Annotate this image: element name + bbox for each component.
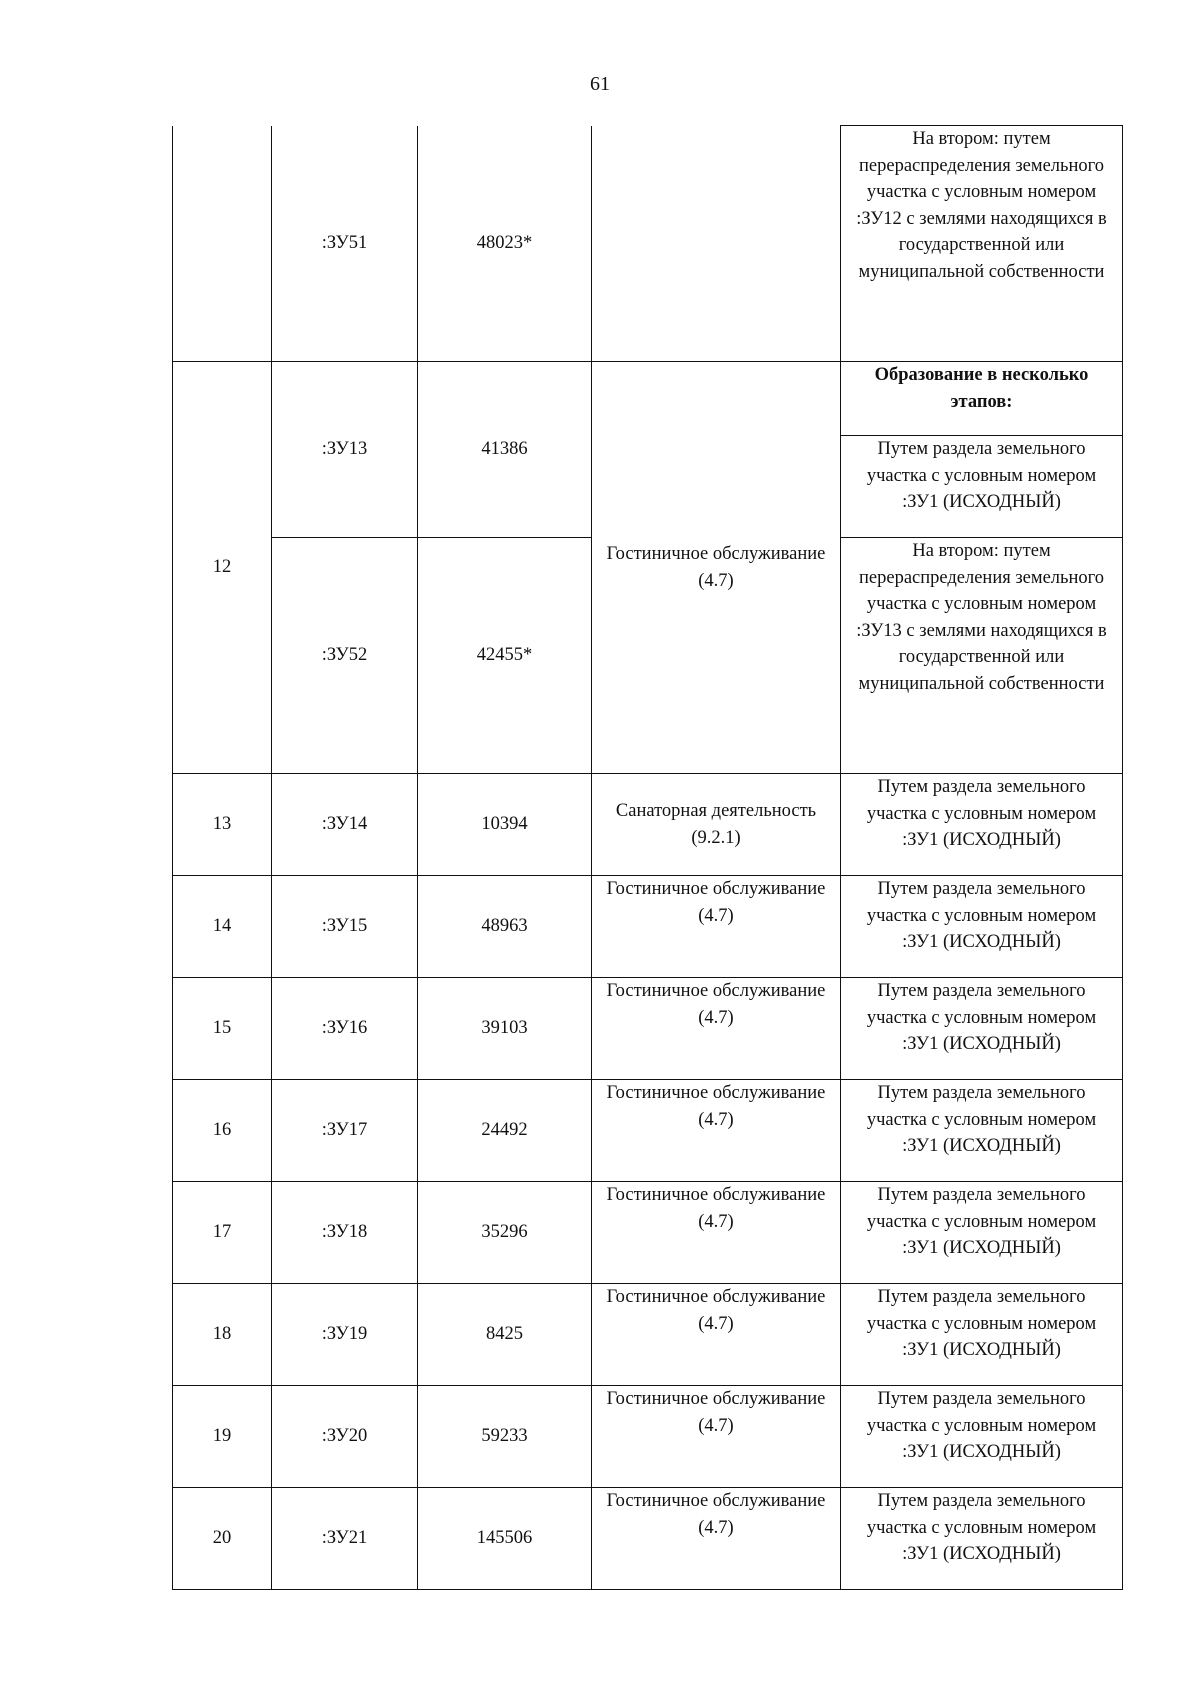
cell-use: Гостиничное обслуживание (4.7) (592, 1488, 841, 1590)
cell-number: 14 (173, 876, 272, 978)
cell-method: Путем раздела земельного участка с условным номером :ЗУ1 (ИСХОДНЫЙ) (841, 1284, 1123, 1386)
cell-area: 39103 (418, 978, 592, 1080)
cell-use: Гостиничное обслуживание (4.7) (592, 978, 841, 1080)
cell-number: 18 (173, 1284, 272, 1386)
cell-use: Гостиничное обслуживание (4.7) (592, 1284, 841, 1386)
cell-use: Гостиничное обслуживание (4.7) (592, 1386, 841, 1488)
cell-code: :ЗУ19 (272, 1284, 418, 1386)
cell-code: :ЗУ15 (272, 876, 418, 978)
cell-use: Гостиничное обслуживание (4.7) (592, 362, 841, 774)
cell-number: 13 (173, 774, 272, 876)
table-row (173, 876, 1123, 978)
cell-area: 8425 (418, 1284, 592, 1386)
table-row (173, 1284, 1123, 1386)
land-plots-table-container (172, 125, 1122, 1590)
cell-method: Путем раздела земельного участка с условным номером :ЗУ1 (ИСХОДНЫЙ) (841, 1488, 1123, 1590)
table-row-group-12-header (173, 362, 1123, 436)
cell-number: 16 (173, 1080, 272, 1182)
cell-area: 42455* (418, 538, 592, 774)
cell-use: Гостиничное обслуживание (4.7) (592, 1182, 841, 1284)
cell-use-empty (592, 126, 841, 362)
cell-method: Путем раздела земельного участка с условным номером :ЗУ1 (ИСХОДНЫЙ) (841, 1080, 1123, 1182)
cell-number: 15 (173, 978, 272, 1080)
table-row (173, 1488, 1123, 1590)
cell-method: Путем раздела земельного участка с условным номером :ЗУ1 (ИСХОДНЫЙ) (841, 876, 1123, 978)
cell-area: 41386 (418, 362, 592, 538)
table-row (173, 1386, 1123, 1488)
table-row (173, 1080, 1123, 1182)
cell-code: :ЗУ16 (272, 978, 418, 1080)
cell-code: :ЗУ13 (272, 362, 418, 538)
cell-method: Путем раздела земельного участка с условным номером :ЗУ1 (ИСХОДНЫЙ) (841, 436, 1123, 538)
cell-number: 12 (173, 362, 272, 774)
cell-method: На втором: путем перераспределения земельного участка с условным номером :ЗУ13 с землями находящихся в государственной или муниципальной собственности (841, 538, 1123, 774)
cell-code: :ЗУ20 (272, 1386, 418, 1488)
table-row (173, 774, 1123, 876)
cell-use: Санаторная деятельность (9.2.1) (592, 774, 841, 876)
cell-area: 48023* (418, 126, 592, 362)
cell-method: На втором: путем перераспределения земельного участка с условным номером :ЗУ12 с землями находящихся в государственной или муниципальной собственности (841, 126, 1123, 362)
cell-method-header: Образование в несколько этапов: (841, 362, 1123, 436)
cell-code: :ЗУ17 (272, 1080, 418, 1182)
cell-area: 59233 (418, 1386, 592, 1488)
page-number: 61 (590, 73, 610, 95)
land-plots-table (172, 125, 1123, 1590)
table-row-continuation (173, 126, 1123, 362)
cell-area: 24492 (418, 1080, 592, 1182)
cell-method: Путем раздела земельного участка с условным номером :ЗУ1 (ИСХОДНЫЙ) (841, 1386, 1123, 1488)
cell-number: 17 (173, 1182, 272, 1284)
cell-area: 145506 (418, 1488, 592, 1590)
table-row (173, 1182, 1123, 1284)
cell-code: :ЗУ14 (272, 774, 418, 876)
cell-method: Путем раздела земельного участка с условным номером :ЗУ1 (ИСХОДНЫЙ) (841, 1182, 1123, 1284)
cell-code: :ЗУ18 (272, 1182, 418, 1284)
cell-method: Путем раздела земельного участка с условным номером :ЗУ1 (ИСХОДНЫЙ) (841, 978, 1123, 1080)
cell-use: Гостиничное обслуживание (4.7) (592, 1080, 841, 1182)
cell-area: 35296 (418, 1182, 592, 1284)
cell-number: 20 (173, 1488, 272, 1590)
table-row (173, 978, 1123, 1080)
cell-code: :ЗУ51 (272, 126, 418, 362)
cell-number-empty (173, 126, 272, 362)
cell-method: Путем раздела земельного участка с условным номером :ЗУ1 (ИСХОДНЫЙ) (841, 774, 1123, 876)
cell-use: Гостиничное обслуживание (4.7) (592, 876, 841, 978)
cell-number: 19 (173, 1386, 272, 1488)
cell-code: :ЗУ52 (272, 538, 418, 774)
cell-area: 10394 (418, 774, 592, 876)
cell-code: :ЗУ21 (272, 1488, 418, 1590)
cell-area: 48963 (418, 876, 592, 978)
